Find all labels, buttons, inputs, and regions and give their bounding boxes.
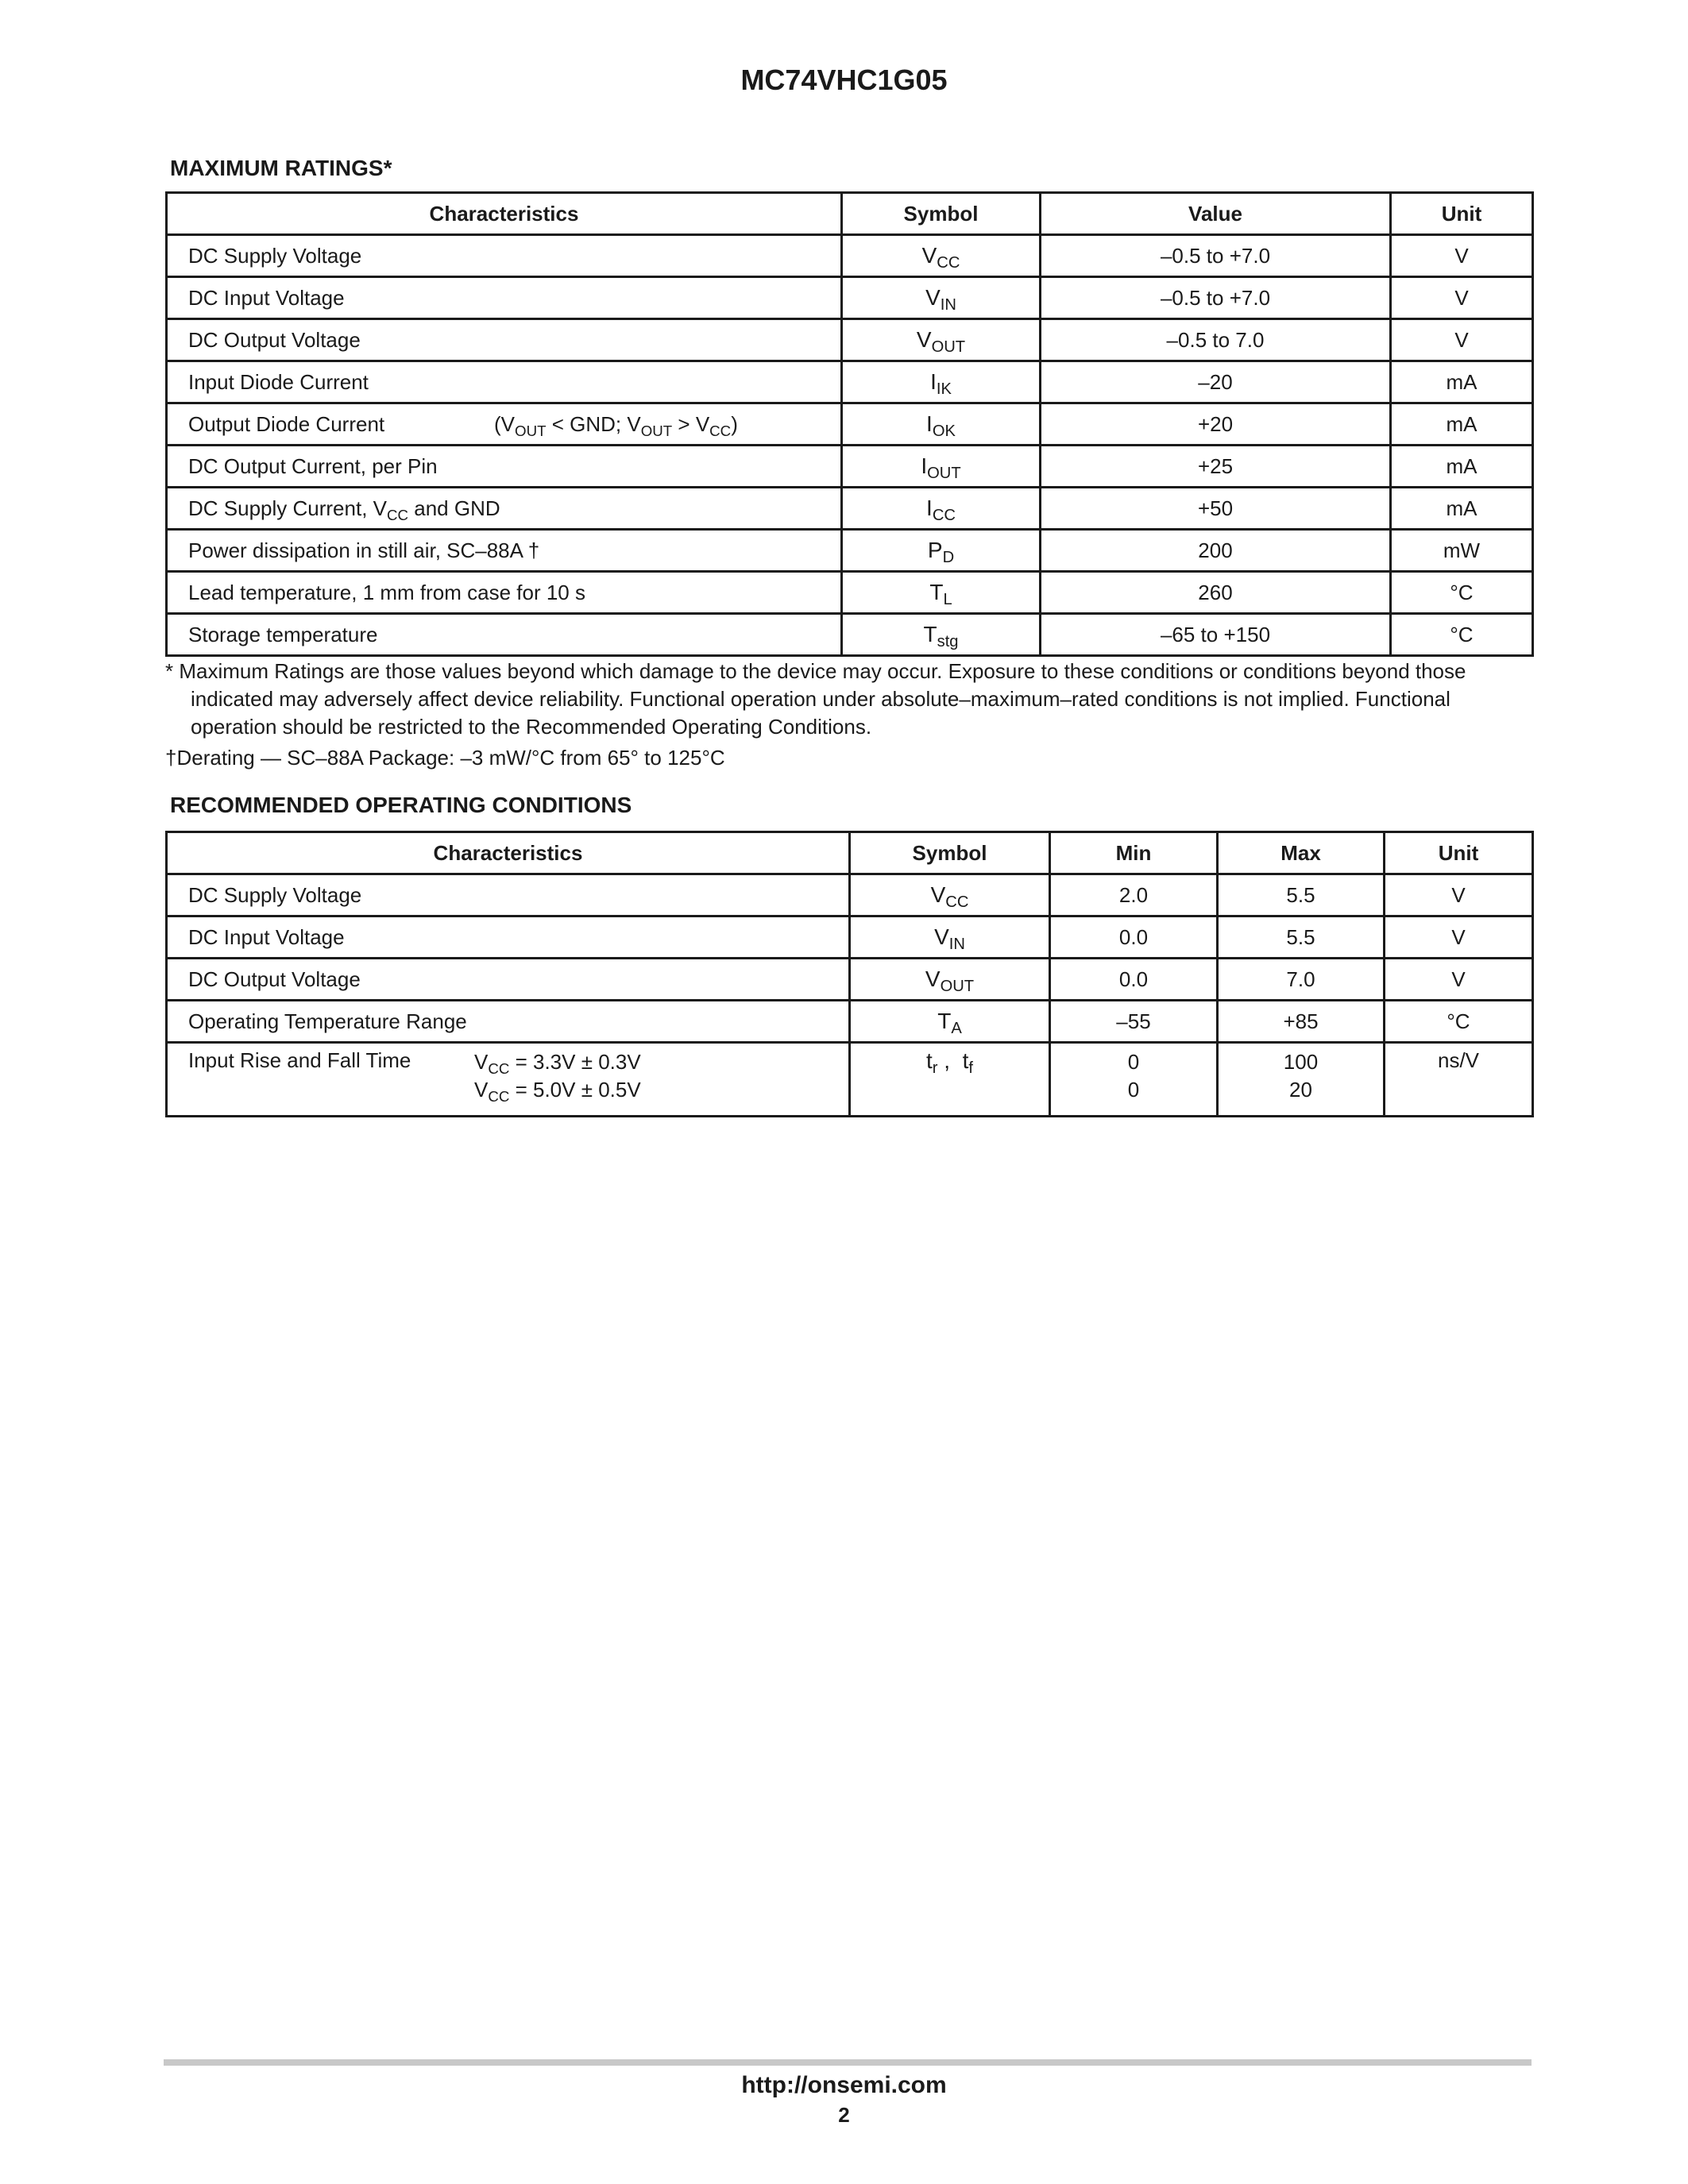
symbol-cell: $V_{CC}$ — [850, 874, 1050, 916]
symbol-cell: $V_{OUT}$ — [842, 319, 1041, 361]
value-cell: –65 to +150 — [1041, 614, 1391, 656]
unit-cell: mA — [1391, 361, 1533, 403]
unit-cell: V — [1385, 959, 1533, 1001]
condition-stack: $V_{CC} = 3.3V \pm 0.3V$ $V_{CC} = 5.0V \pm 0.5V$ — [474, 1050, 641, 1105]
table-header-row — [167, 193, 1533, 235]
table-row — [167, 361, 1533, 403]
column-header: Unit — [1391, 193, 1533, 235]
column-header: Value — [1041, 193, 1391, 235]
max-cell: 5.5 — [1218, 916, 1385, 959]
table-row — [167, 959, 1533, 1001]
symbol-cell: $V_{IN}$ — [842, 277, 1041, 319]
table-row — [167, 403, 1533, 446]
table-row — [167, 916, 1533, 959]
footnote-continuation: indicated may adversely affect device reliability. Functional operation under absolute–maximum–rated conditions is not implied. Functional operation should be restricted to the Recommended Operating Conditions. — [191, 687, 1450, 739]
footer-url-link[interactable]: http://onsemi.com — [741, 2072, 947, 2098]
characteristic-cell: DC Input Voltage — [167, 277, 842, 319]
max-cell: +85 — [1218, 1001, 1385, 1043]
table-row — [167, 1001, 1533, 1043]
footnote-line: * Maximum Ratings are those values beyond which damage to the device may occur. Exposure to these conditions or conditions beyond those — [165, 659, 1466, 683]
table-row — [167, 572, 1533, 614]
characteristic-label: Input Rise and Fall Time — [188, 1048, 411, 1072]
max-ratings-table — [165, 191, 1534, 657]
unit-cell: V — [1391, 277, 1533, 319]
column-header: Min — [1050, 832, 1218, 874]
table-row — [167, 277, 1533, 319]
unit-cell: V — [1391, 319, 1533, 361]
column-header: Symbol — [842, 193, 1041, 235]
symbol-cell: $I_{OUT}$ — [842, 446, 1041, 488]
footer-divider — [164, 2059, 1532, 2066]
table-row — [167, 530, 1533, 572]
column-header: Unit — [1385, 832, 1533, 874]
characteristic-cell: DC Output Voltage — [167, 959, 850, 1001]
table-row — [167, 446, 1533, 488]
value-cell: +20 — [1041, 403, 1391, 446]
symbol-cell: $I_{IK}$ — [842, 361, 1041, 403]
max-ratings-footnote — [165, 658, 1535, 741]
rec-conditions-table — [165, 831, 1534, 1117]
min-cell: 0 0 — [1050, 1043, 1218, 1117]
max-cell: 7.0 — [1218, 959, 1385, 1001]
table-row — [167, 874, 1533, 916]
characteristic-cell: Power dissipation in still air, SC–88A † — [167, 530, 842, 572]
unit-cell: °C — [1391, 614, 1533, 656]
unit-cell: mA — [1391, 446, 1533, 488]
value-cell: +50 — [1041, 488, 1391, 530]
characteristic-cell: Operating Temperature Range — [167, 1001, 850, 1043]
symbol-cell: $T_{stg}$ — [842, 614, 1041, 656]
unit-cell: mA — [1391, 488, 1533, 530]
symbol-cell: $P_D$ — [842, 530, 1041, 572]
table-row — [167, 235, 1533, 277]
value-cell: –0.5 to +7.0 — [1041, 277, 1391, 319]
table-row — [167, 614, 1533, 656]
characteristic-cell: Storage temperature — [167, 614, 842, 656]
characteristic-cell: DC Supply Current, $V_{CC}$ and GND — [167, 488, 842, 530]
symbol-cell: $I_{OK}$ — [842, 403, 1041, 446]
document-title: MC74VHC1G05 — [740, 64, 948, 96]
characteristic-cell: DC Output Voltage — [167, 319, 842, 361]
value-cell: –0.5 to +7.0 — [1041, 235, 1391, 277]
min-cell: 0.0 — [1050, 916, 1218, 959]
characteristic-cell: Lead temperature, 1 mm from case for 10 s — [167, 572, 842, 614]
column-header: Characteristics — [167, 193, 842, 235]
value-cell: 260 — [1041, 572, 1391, 614]
unit-cell: V — [1385, 874, 1533, 916]
characteristic-cell: DC Supply Voltage — [167, 235, 842, 277]
unit-cell: V — [1391, 235, 1533, 277]
max-cell: 5.5 — [1218, 874, 1385, 916]
unit-cell: V — [1385, 916, 1533, 959]
value-cell: –20 — [1041, 361, 1391, 403]
unit-cell: ns/V — [1385, 1043, 1533, 1117]
max-cell: 100 20 — [1218, 1043, 1385, 1117]
min-cell: 2.0 — [1050, 874, 1218, 916]
symbol-cell: $t_r$ , $t_f$ — [850, 1043, 1050, 1117]
symbol-cell: $V_{CC}$ — [842, 235, 1041, 277]
table-row — [167, 488, 1533, 530]
unit-cell: mA — [1391, 403, 1533, 446]
characteristic-cell: DC Supply Voltage — [167, 874, 850, 916]
min-cell: 0.0 — [1050, 959, 1218, 1001]
characteristic-cell: Input Diode Current — [167, 361, 842, 403]
table-header-row — [167, 832, 1533, 874]
unit-cell: mW — [1391, 530, 1533, 572]
characteristic-cell: DC Input Voltage — [167, 916, 850, 959]
symbol-cell: $T_A$ — [850, 1001, 1050, 1043]
value-cell: –0.5 to 7.0 — [1041, 319, 1391, 361]
derating-note: †Derating — SC–88A Package: –3 mW/°C from 65° to 125°C — [165, 746, 725, 770]
table-row — [167, 319, 1533, 361]
symbol-cell: $T_L$ — [842, 572, 1041, 614]
symbol-cell: $V_{IN}$ — [850, 916, 1050, 959]
page-number: 2 — [838, 2103, 850, 2127]
symbol-cell: $V_{OUT}$ — [850, 959, 1050, 1001]
column-header: Characteristics — [167, 832, 850, 874]
characteristic-cell: Output Diode Current ($V_{OUT}$ < GND; $V_{OUT} > V_{CC}$) — [167, 403, 842, 446]
rec-conditions-title: RECOMMENDED OPERATING CONDITIONS — [170, 793, 632, 817]
symbol-cell: $I_{CC}$ — [842, 488, 1041, 530]
unit-cell: °C — [1391, 572, 1533, 614]
unit-cell: °C — [1385, 1001, 1533, 1043]
max-ratings-title: MAXIMUM RATINGS* — [170, 156, 392, 180]
value-cell: 200 — [1041, 530, 1391, 572]
table-row — [167, 1043, 1533, 1117]
characteristic-cell — [167, 1043, 850, 1117]
column-header: Max — [1218, 832, 1385, 874]
min-cell: –55 — [1050, 1001, 1218, 1043]
value-cell: +25 — [1041, 446, 1391, 488]
characteristic-cell: DC Output Current, per Pin — [167, 446, 842, 488]
column-header: Symbol — [850, 832, 1050, 874]
